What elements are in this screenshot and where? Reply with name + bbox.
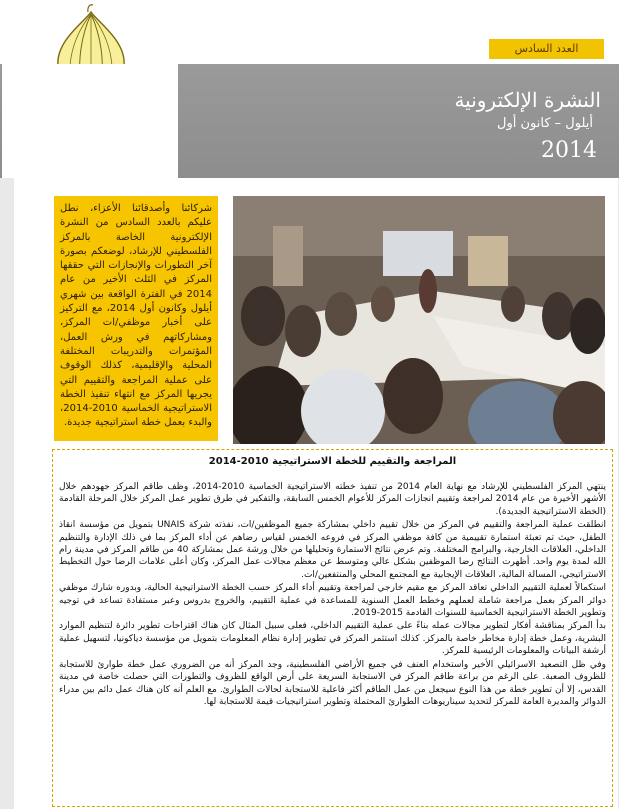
- issue-year: 2014: [541, 138, 597, 163]
- issue-months: أيلول – كانون أول: [497, 116, 593, 131]
- newsletter-title: النشرة الإلكترونية: [454, 88, 601, 112]
- article-box: [52, 449, 613, 807]
- workshop-photo: [233, 196, 605, 444]
- article-paragraph: استكمالاً لعملية التقييم الداخلي تعاقد المركز مع مقيم خارجي لمراجعة وتقييم أداء المركز حسب الخطة الاستراتيجية الحالية، وبدوره شارك موظفي دوائر المركز بعمل مراجعة شاملة لعملهم وخطط العمل السنوية للمساعدة في عملية التقييم، والخروج بدروس وعبر مستفادة تساعد في توجيه وتطوير الخطة الاستراتيجية الخماسية للسنوات القادمة 2015-2019.: [59, 583, 606, 619]
- article-paragraph: وفي ظل التصعيد الاسرائيلي الأخير واستخدام العنف في جميع الأراضي الفلسطينية، وجد المركز أنه من الضروري عمل خطة طوارئ للاستجابة للظروف الصعبة. على الرغم من براعة طاقم المركز في الاستجابة السريعة على أرض الواقع للظروف والتطورات التي حصلت خاصة في مدينة القدس، إلا أن تطوير خطة من هذا النوع سيجعل من عمل الطاقم أكثر فاعلية للاستجابة لحالات الطوارئ. مع العلم أنه كان هناك عمل دائم بين مدراء الدوائر والمديرة العامة للمركز لتحديد سيناريوهات الطوارئ المحتملة وتطوير استراتيجيات قيمة للاستجابة لها.: [59, 659, 606, 707]
- article-paragraph: ينتهي المركز الفلسطيني للإرشاد مع نهاية العام 2014 من تنفيذ خطته الاستراتيجية الخماسية 2010-2014، وظف طاقم المركز جهودهم خلال الأشهر الأخيرة من عام 2014 لمراجعة وتقييم انجازات المركز للأعوام الخمس السابقة، والتفكير في طرق تطوير عمل المركز خلال المرحلة القادمة (الخطة الاستراتيجية الجديدة).: [59, 482, 606, 517]
- issue-badge: العدد السادس: [489, 39, 604, 59]
- intro-box: [54, 196, 218, 441]
- article-paragraph: بدأ المركز بمناقشة أفكار لتطوير مجالات عمله بناءً على عملية التقييم الداخلي، فعلى سبيل المثال كان هناك اقتراحات تطوير دائرة لتنظيم الموارد البشرية، وعمل خطة إدارة مخاطر خاصة بالمركز. كذلك استثمر المركز في تطوير إدارة نظام المعلومات بتمويل من مؤسسة دياكونيا، لتسهيل عملية أرشفة البيانات والمعلومات الرئيسية للمركز.: [59, 621, 606, 657]
- logo-panel: [2, 64, 178, 178]
- article-title: المراجعة والتقييم للخطة الاستراتيجية 2010-2014: [208, 456, 457, 467]
- article-paragraph: انطلقت عملية المراجعة والتقييم في المركز من خلال تقييم داخلي بمشاركة جميع الموظفين/ات، نفذته شركة UNAIS بتمويل من مؤسسة انقاذ الطفل، حيث تم تعبئة استمارة تقييمية من كافة موظفي المركز في فروعه الخمس لقياس رضاهم عن أداء المركز بما في ذلك الإدارة والتنظيم الداخلي، العلاقات الخارجية، والبرامج المختلفة. وتم عرض نتائج الاستمارة وتحليلها من خلال ورشة عمل بمشاركة 40 من طاقم المركز في مدينة رام الله لمدة يوم واحد. أظهرت النتائج رضا الموظفين بشكل عالي ومتوسط عن معظم مجالات عمل المركز، وكان أعلى علامات الرضا حول التخطيط الاستراتيجي، المسالة المالية، العلاقات الإيجابية مع المجتمع المحلي والمنتفعين/ات.: [59, 520, 607, 580]
- intro-text: شركائنا وأصدقائنا الأعزاء، نطل عليكم بالعدد السادس من النشرة الإلكترونية الخاصة بالمركز الفلسطيني للإرشاد، لوضعكم بصورة آخر التطورات والإنجازات التي حققها المركز في الثلث الأخير من عام 2014 في الفترة الواقعة بين شهري أيلول وكانون أول 2014، مع التركيز على أخبار موظفي/ات المركز، ومشاركاتهم في ورش العمل، المؤتمرات والتدريبات المختلفة المحلية والإقليمية، كذلك الوقوف على عملية المراجعة والتقييم التي يجريها المركز مع انتهاء تنفيذ الخطة الاستراتيجية الخماسية 2010-2014، والبدء بعمل خطة استراتيجية جديدة.: [60, 203, 212, 429]
